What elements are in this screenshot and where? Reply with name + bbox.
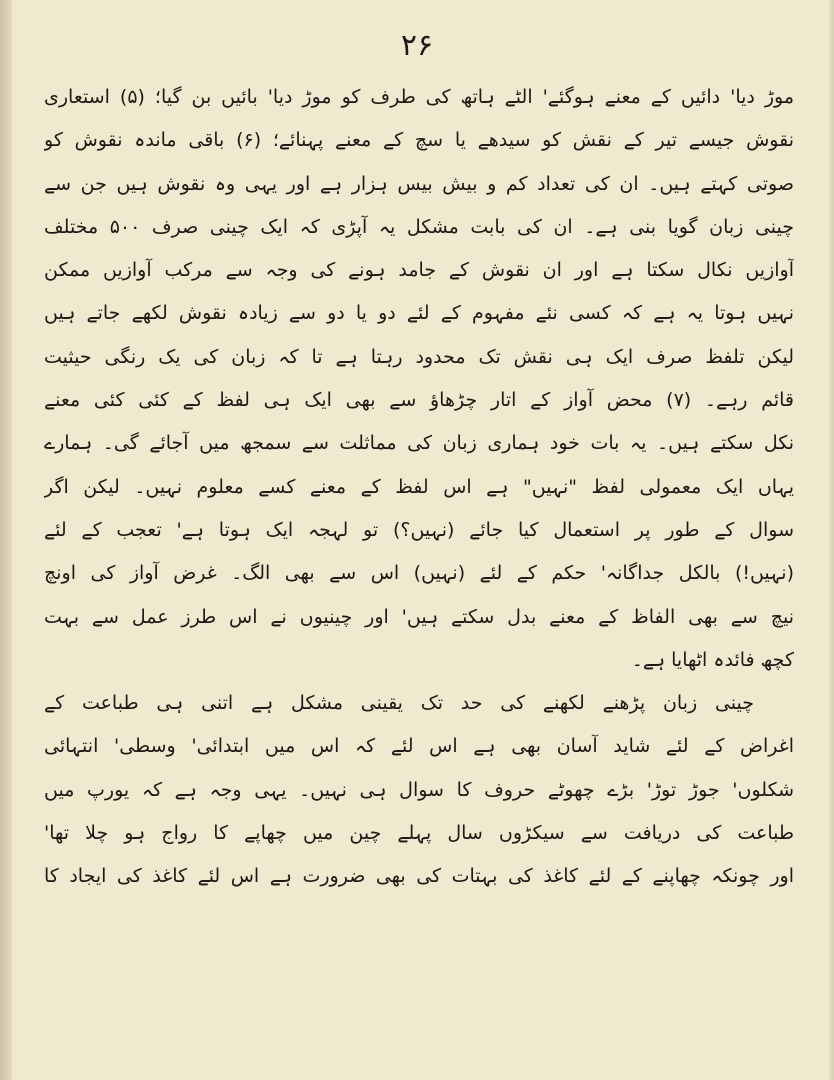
- text-line: طباعت کی دریافت سے سیکڑوں سال پہلے چین میں چھاپے کا رواج ہو چلا تھا': [44, 822, 794, 845]
- text-line: نقوش جیسے تیر کے نقش کو سیدھے یا سچ کے معنے پہنائے؛ (۶) باقی ماندہ نقوش کو: [44, 129, 794, 152]
- text-line: آوازیں نکال سکتا ہے اور ان نقوش کے جامد ہونے کی وجہ سے مرکب آوازیں ممکن: [44, 259, 794, 282]
- text-line: نہیں ہوتا یہ ہے کہ کسی نئے مفہوم کے لئے دو یا دو سے زیادہ نقوش لکھے جاتے ہیں: [44, 302, 794, 325]
- text-line: چینی زبان گویا بنی ہے۔ ان کی بابت مشکل یہ آپڑی کہ ایک چینی صرف ۵۰۰ مختلف: [44, 215, 794, 238]
- text-line-paragraph-start: چینی زبان پڑھنے لکھنے کی حد تک یقینی مشکل ہے اتنی ہی طباعت کے: [44, 692, 754, 715]
- text-line-paragraph-end: کچھ فائدہ اٹھایا ہے۔: [631, 648, 794, 671]
- text-line: یہاں ایک معمولی لفظ "نہیں" ہے اس لفظ کے معنے کسے معلوم نہیں۔ لیکن اگر: [44, 475, 794, 498]
- page-number: ۲۶: [400, 28, 434, 63]
- text-line: نیچ سے بھی الفاظ کے معنے بدل سکتے ہیں' اور چینیوں نے اس طرز عمل سے بہت: [44, 605, 794, 628]
- text-line: سوال کے طور پر استعمال کیا جائے (نہیں؟) تو لہجہ ایک ہوتا ہے' تعجب کے لئے: [44, 518, 794, 541]
- text-line: نکل سکتے ہیں۔ یہ بات خود ہماری زبان کی مماثلت سے سمجھ میں آجائے گی۔ ہمارے: [44, 432, 794, 455]
- text-line: صوتی کہتے ہیں۔ ان کی تعداد کم و بیش بیس ہزار ہے اور یہی وہ نقوش ہیں جن سے: [44, 172, 794, 195]
- text-line: موڑ دیا' دائیں کے معنے ہوگئے' الٹے ہاتھ کی طرف کو موڑ دیا' بائیں بن گیا؛ (۵) استعاری: [44, 86, 794, 108]
- text-line: (نہیں!) بالکل جداگانہ' حکم کے لئے (نہیں) اس سے بھی الگ۔ غرض آواز کی اونچ: [44, 562, 794, 585]
- text-line: اور چونکہ چھاپنے کے لئے کاغذ کی بہتات کی بھی ضرورت ہے اس لئے کاغذ کی ایجاد کا: [44, 865, 794, 888]
- page-gutter-shadow: [0, 0, 12, 1080]
- text-line: قائم رہے۔ (۷) محض آواز کے اتار چڑھاؤ سے بھی ایک ہی لفظ کے کئی کئی معنے: [44, 389, 794, 412]
- text-line: شکلوں' جوڑ توڑ' بڑے چھوٹے حروف کا سوال ہی نہیں۔ یہی وجہ ہے کہ یورپ میں: [44, 778, 794, 801]
- text-line: اغراض کے لئے شاید آسان بھی ہے اس لئے کہ اس میں ابتدائی' وسطی' انتہائی: [44, 735, 794, 758]
- text-line: لیکن تلفظ صرف ایک ہی نقش تک محدود رہتا ہے تا کہ زبان کی یک رنگی حیثیت: [44, 345, 794, 368]
- body-text: [44, 76, 794, 899]
- page-edge-shadow: [828, 0, 834, 1080]
